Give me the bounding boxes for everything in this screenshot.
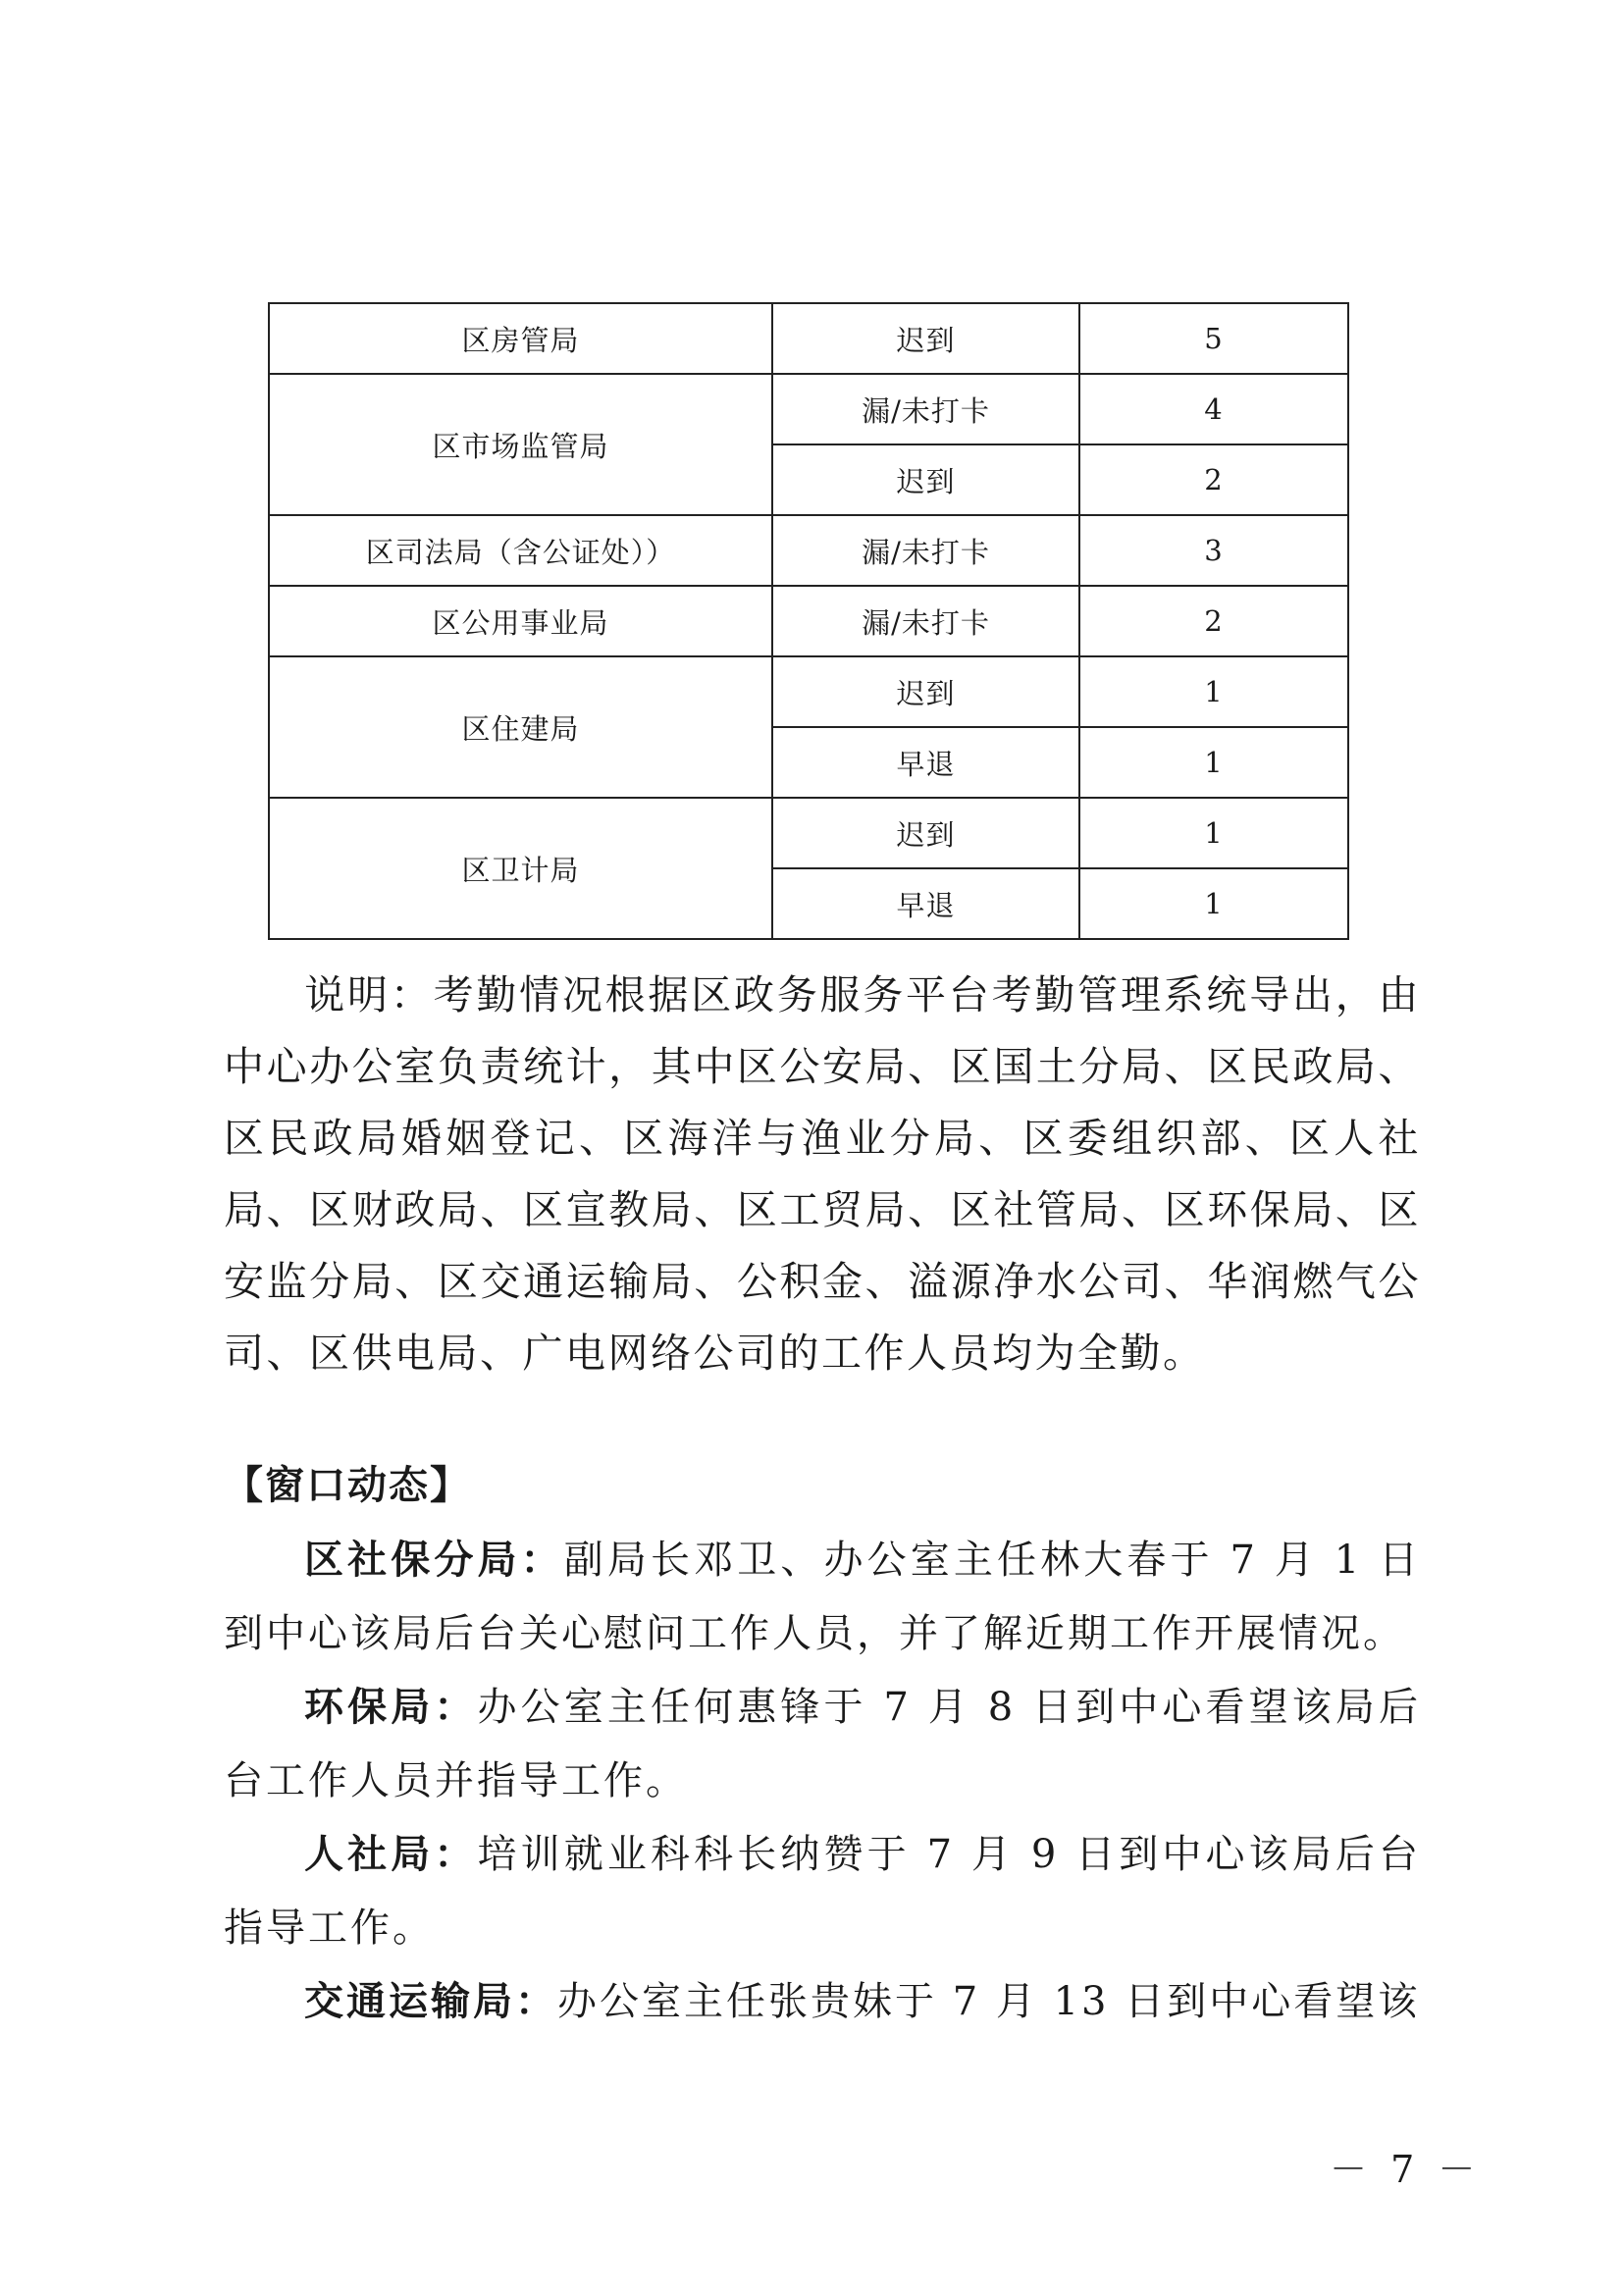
count-cell: 2	[1079, 444, 1348, 515]
news-item	[224, 1818, 1421, 1965]
count-cell: 4	[1079, 374, 1348, 444]
dept-cell: 区住建局	[269, 656, 772, 798]
news-org: 人社局：	[304, 1832, 478, 1877]
attendance-note	[224, 960, 1421, 1389]
news-text: 培训就业科科长纳赞于 7 月 9 日到中心该局后台指导工作。	[224, 1832, 1421, 1951]
table-row	[269, 515, 1348, 586]
count-cell: 5	[1079, 303, 1348, 374]
type-cell: 迟到	[772, 303, 1079, 374]
table-row	[269, 374, 1348, 444]
window-news	[224, 1524, 1421, 2039]
news-text: 副局长邓卫、办公室主任林大春于 7 月 1 日到中心该局后台关心慰问工作人员，并了解近期工作开展情况。	[224, 1538, 1421, 1656]
news-item	[224, 1524, 1421, 1671]
table-row	[269, 586, 1348, 656]
count-cell: 1	[1079, 656, 1348, 727]
dept-cell: 区公用事业局	[269, 586, 772, 656]
news-org: 交通运输局：	[304, 1979, 557, 2024]
type-cell: 迟到	[772, 798, 1079, 868]
table-row	[269, 798, 1348, 868]
type-cell: 漏/未打卡	[772, 515, 1079, 586]
page-number: － 7 －	[1330, 2148, 1482, 2191]
table-row	[269, 303, 1348, 374]
attendance-table	[268, 302, 1349, 940]
type-cell: 早退	[772, 868, 1079, 939]
type-cell: 漏/未打卡	[772, 374, 1079, 444]
count-cell: 1	[1079, 868, 1348, 939]
count-cell: 1	[1079, 798, 1348, 868]
count-cell: 1	[1079, 727, 1348, 798]
news-item	[224, 1965, 1421, 2039]
dept-cell: 区司法局（含公证处））	[269, 515, 772, 586]
type-cell: 早退	[772, 727, 1079, 798]
type-cell: 漏/未打卡	[772, 586, 1079, 656]
dept-cell: 区市场监管局	[269, 374, 772, 515]
section-heading: 【窗口动态】	[224, 1463, 471, 1508]
dept-cell: 区卫计局	[269, 798, 772, 939]
dept-cell: 区房管局	[269, 303, 772, 374]
news-org: 区社保分局：	[304, 1538, 564, 1583]
news-org: 环保局：	[304, 1685, 478, 1730]
note-text: 说明：考勤情况根据区政务服务平台考勤管理系统导出，由中心办公室负责统计，其中区公安局、区国土分局、区民政局、区民政局婚姻登记、区海洋与渔业分局、区委组织部、区人社局、区财政局、区宣教局、区工贸局、区社管局、区环保局、区安监分局、区交通运输局、公积金、溢源净水公司、华润燃气公司、区供电局、广电网络公司的工作人员均为全勤。	[224, 971, 1421, 1377]
type-cell: 迟到	[772, 656, 1079, 727]
count-cell: 2	[1079, 586, 1348, 656]
news-text: 办公室主任张贵妹于 7 月 13 日到中心看望该	[557, 1979, 1421, 2024]
count-cell: 3	[1079, 515, 1348, 586]
type-cell: 迟到	[772, 444, 1079, 515]
table-row	[269, 656, 1348, 727]
news-item	[224, 1671, 1421, 1818]
news-text: 办公室主任何惠锋于 7 月 8 日到中心看望该局后台工作人员并指导工作。	[224, 1685, 1421, 1803]
